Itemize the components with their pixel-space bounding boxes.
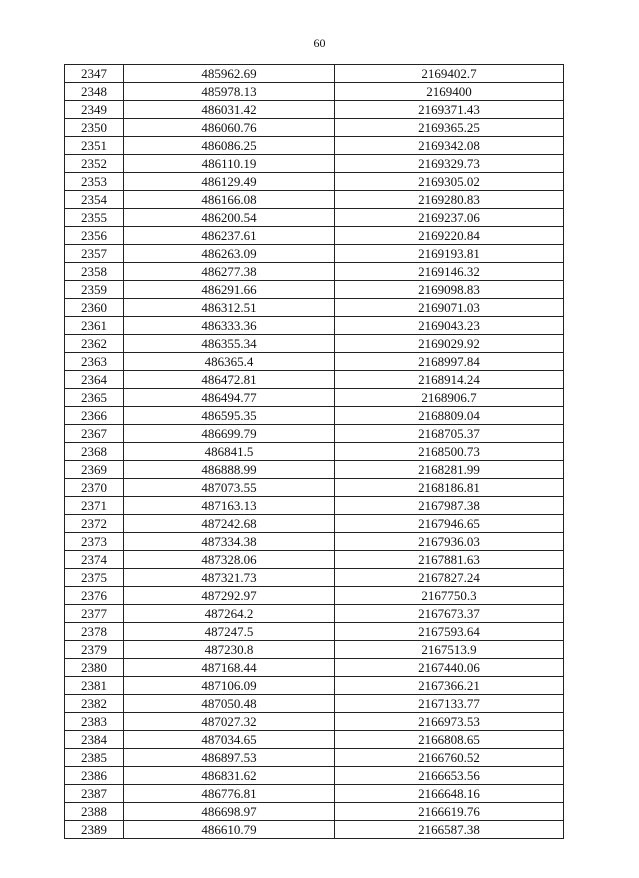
point-number-cell: 2383 — [65, 713, 124, 731]
x-coordinate-cell: 487247.5 — [124, 623, 335, 641]
x-coordinate-cell: 487050.48 — [124, 695, 335, 713]
y-coordinate-cell: 2167881.63 — [335, 551, 564, 569]
y-coordinate-cell: 2169280.83 — [335, 191, 564, 209]
table-row — [65, 533, 564, 551]
y-coordinate-cell: 2167673.37 — [335, 605, 564, 623]
table-row — [65, 173, 564, 191]
y-coordinate-cell: 2167440.06 — [335, 659, 564, 677]
x-coordinate-cell: 487106.09 — [124, 677, 335, 695]
table-row — [65, 317, 564, 335]
y-coordinate-cell: 2168281.99 — [335, 461, 564, 479]
x-coordinate-cell: 487328.06 — [124, 551, 335, 569]
x-coordinate-cell: 486166.08 — [124, 191, 335, 209]
table-row — [65, 587, 564, 605]
point-number-cell: 2362 — [65, 335, 124, 353]
x-coordinate-cell: 487027.32 — [124, 713, 335, 731]
point-number-cell: 2380 — [65, 659, 124, 677]
y-coordinate-cell: 2167366.21 — [335, 677, 564, 695]
x-coordinate-cell: 486263.09 — [124, 245, 335, 263]
point-number-cell: 2361 — [65, 317, 124, 335]
table-row — [65, 785, 564, 803]
table-row — [65, 569, 564, 587]
point-number-cell: 2367 — [65, 425, 124, 443]
table-row — [65, 749, 564, 767]
point-number-cell: 2378 — [65, 623, 124, 641]
point-number-cell: 2386 — [65, 767, 124, 785]
table-row — [65, 551, 564, 569]
x-coordinate-cell: 486831.62 — [124, 767, 335, 785]
x-coordinate-cell: 486365.4 — [124, 353, 335, 371]
point-number-cell: 2352 — [65, 155, 124, 173]
point-number-cell: 2374 — [65, 551, 124, 569]
x-coordinate-cell: 486494.77 — [124, 389, 335, 407]
point-number-cell: 2384 — [65, 731, 124, 749]
table-row — [65, 209, 564, 227]
point-number-cell: 2355 — [65, 209, 124, 227]
y-coordinate-cell: 2169342.08 — [335, 137, 564, 155]
table-row — [65, 65, 564, 83]
point-number-cell: 2369 — [65, 461, 124, 479]
x-coordinate-cell: 487168.44 — [124, 659, 335, 677]
point-number-cell: 2359 — [65, 281, 124, 299]
x-coordinate-cell: 486060.76 — [124, 119, 335, 137]
x-coordinate-cell: 487334.38 — [124, 533, 335, 551]
table-row — [65, 695, 564, 713]
x-coordinate-cell: 486897.53 — [124, 749, 335, 767]
x-coordinate-cell: 486031.42 — [124, 101, 335, 119]
y-coordinate-cell: 2166808.65 — [335, 731, 564, 749]
point-number-cell: 2379 — [65, 641, 124, 659]
point-number-cell: 2371 — [65, 497, 124, 515]
y-coordinate-cell: 2166619.76 — [335, 803, 564, 821]
coordinates-table — [64, 64, 564, 839]
y-coordinate-cell: 2169146.32 — [335, 263, 564, 281]
x-coordinate-cell: 486888.99 — [124, 461, 335, 479]
x-coordinate-cell: 486312.51 — [124, 299, 335, 317]
point-number-cell: 2366 — [65, 407, 124, 425]
x-coordinate-cell: 487230.8 — [124, 641, 335, 659]
table-row — [65, 101, 564, 119]
table-row — [65, 731, 564, 749]
x-coordinate-cell: 486595.35 — [124, 407, 335, 425]
point-number-cell: 2358 — [65, 263, 124, 281]
x-coordinate-cell: 486355.34 — [124, 335, 335, 353]
table-row — [65, 83, 564, 101]
table-row — [65, 677, 564, 695]
y-coordinate-cell: 2168997.84 — [335, 353, 564, 371]
y-coordinate-cell: 2166973.53 — [335, 713, 564, 731]
table-row — [65, 461, 564, 479]
y-coordinate-cell: 2169371.43 — [335, 101, 564, 119]
table-row — [65, 119, 564, 137]
x-coordinate-cell: 486237.61 — [124, 227, 335, 245]
y-coordinate-cell: 2167593.64 — [335, 623, 564, 641]
y-coordinate-cell: 2167946.65 — [335, 515, 564, 533]
page-number: 60 — [313, 36, 326, 50]
x-coordinate-cell: 487163.13 — [124, 497, 335, 515]
point-number-cell: 2348 — [65, 83, 124, 101]
x-coordinate-cell: 486086.25 — [124, 137, 335, 155]
x-coordinate-cell: 486110.19 — [124, 155, 335, 173]
x-coordinate-cell: 486610.79 — [124, 821, 335, 839]
table-row — [65, 155, 564, 173]
table-row — [65, 623, 564, 641]
point-number-cell: 2356 — [65, 227, 124, 245]
y-coordinate-cell: 2169071.03 — [335, 299, 564, 317]
y-coordinate-cell: 2166760.52 — [335, 749, 564, 767]
table-row — [65, 425, 564, 443]
y-coordinate-cell: 2168705.37 — [335, 425, 564, 443]
table-row — [65, 335, 564, 353]
y-coordinate-cell: 2169043.23 — [335, 317, 564, 335]
point-number-cell: 2377 — [65, 605, 124, 623]
point-number-cell: 2364 — [65, 371, 124, 389]
point-number-cell: 2382 — [65, 695, 124, 713]
y-coordinate-cell: 2167133.77 — [335, 695, 564, 713]
y-coordinate-cell: 2169193.81 — [335, 245, 564, 263]
point-number-cell: 2350 — [65, 119, 124, 137]
y-coordinate-cell: 2169329.73 — [335, 155, 564, 173]
point-number-cell: 2365 — [65, 389, 124, 407]
y-coordinate-cell: 2169098.83 — [335, 281, 564, 299]
x-coordinate-cell: 487292.97 — [124, 587, 335, 605]
table-row — [65, 515, 564, 533]
x-coordinate-cell: 486472.81 — [124, 371, 335, 389]
table-row — [65, 803, 564, 821]
point-number-cell: 2385 — [65, 749, 124, 767]
table-row — [65, 659, 564, 677]
x-coordinate-cell: 486291.66 — [124, 281, 335, 299]
y-coordinate-cell: 2169220.84 — [335, 227, 564, 245]
y-coordinate-cell: 2169029.92 — [335, 335, 564, 353]
table-row — [65, 281, 564, 299]
x-coordinate-cell: 486129.49 — [124, 173, 335, 191]
point-number-cell: 2387 — [65, 785, 124, 803]
y-coordinate-cell: 2168186.81 — [335, 479, 564, 497]
table-row — [65, 407, 564, 425]
table-row — [65, 137, 564, 155]
y-coordinate-cell: 2169237.06 — [335, 209, 564, 227]
point-number-cell: 2370 — [65, 479, 124, 497]
x-coordinate-cell: 487034.65 — [124, 731, 335, 749]
point-number-cell: 2388 — [65, 803, 124, 821]
point-number-cell: 2353 — [65, 173, 124, 191]
x-coordinate-cell: 487321.73 — [124, 569, 335, 587]
point-number-cell: 2349 — [65, 101, 124, 119]
point-number-cell: 2368 — [65, 443, 124, 461]
table-row — [65, 497, 564, 515]
x-coordinate-cell: 486333.36 — [124, 317, 335, 335]
x-coordinate-cell: 486699.79 — [124, 425, 335, 443]
x-coordinate-cell: 485978.13 — [124, 83, 335, 101]
x-coordinate-cell: 486277.38 — [124, 263, 335, 281]
table-row — [65, 821, 564, 839]
table-row — [65, 641, 564, 659]
table-row — [65, 371, 564, 389]
table-row — [65, 605, 564, 623]
x-coordinate-cell: 487264.2 — [124, 605, 335, 623]
table-row — [65, 767, 564, 785]
table-row — [65, 227, 564, 245]
point-number-cell: 2363 — [65, 353, 124, 371]
table-row — [65, 299, 564, 317]
point-number-cell: 2376 — [65, 587, 124, 605]
point-number-cell: 2351 — [65, 137, 124, 155]
table-row — [65, 245, 564, 263]
y-coordinate-cell: 2167827.24 — [335, 569, 564, 587]
coordinates-table-body — [65, 65, 564, 839]
y-coordinate-cell: 2169365.25 — [335, 119, 564, 137]
x-coordinate-cell: 486776.81 — [124, 785, 335, 803]
table-row — [65, 479, 564, 497]
y-coordinate-cell: 2168809.04 — [335, 407, 564, 425]
y-coordinate-cell: 2167936.03 — [335, 533, 564, 551]
y-coordinate-cell: 2167513.9 — [335, 641, 564, 659]
point-number-cell: 2372 — [65, 515, 124, 533]
table-row — [65, 713, 564, 731]
table-row — [65, 191, 564, 209]
point-number-cell: 2354 — [65, 191, 124, 209]
point-number-cell: 2357 — [65, 245, 124, 263]
x-coordinate-cell: 485962.69 — [124, 65, 335, 83]
x-coordinate-cell: 487242.68 — [124, 515, 335, 533]
y-coordinate-cell: 2169305.02 — [335, 173, 564, 191]
point-number-cell: 2375 — [65, 569, 124, 587]
point-number-cell: 2373 — [65, 533, 124, 551]
y-coordinate-cell: 2167750.3 — [335, 587, 564, 605]
y-coordinate-cell: 2169402.7 — [335, 65, 564, 83]
point-number-cell: 2347 — [65, 65, 124, 83]
point-number-cell: 2360 — [65, 299, 124, 317]
table-row — [65, 389, 564, 407]
x-coordinate-cell: 486200.54 — [124, 209, 335, 227]
y-coordinate-cell: 2168914.24 — [335, 371, 564, 389]
table-row — [65, 263, 564, 281]
x-coordinate-cell: 486841.5 — [124, 443, 335, 461]
y-coordinate-cell: 2169400 — [335, 83, 564, 101]
x-coordinate-cell: 487073.55 — [124, 479, 335, 497]
y-coordinate-cell: 2166653.56 — [335, 767, 564, 785]
x-coordinate-cell: 486698.97 — [124, 803, 335, 821]
y-coordinate-cell: 2166587.38 — [335, 821, 564, 839]
y-coordinate-cell: 2168906.7 — [335, 389, 564, 407]
table-row — [65, 443, 564, 461]
point-number-cell: 2389 — [65, 821, 124, 839]
y-coordinate-cell: 2166648.16 — [335, 785, 564, 803]
y-coordinate-cell: 2168500.73 — [335, 443, 564, 461]
y-coordinate-cell: 2167987.38 — [335, 497, 564, 515]
point-number-cell: 2381 — [65, 677, 124, 695]
table-row — [65, 353, 564, 371]
